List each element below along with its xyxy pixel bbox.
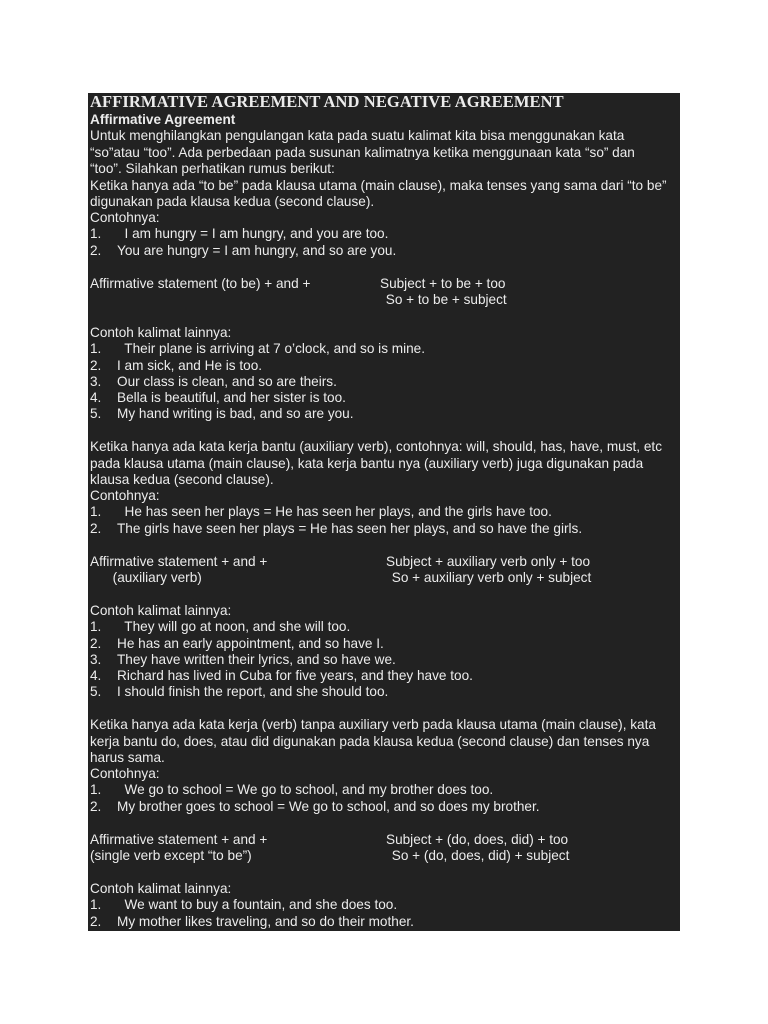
more-examples-label: Contoh kalimat lainnya: (90, 881, 232, 896)
list-text: He has seen her plays = He has seen her plays, and the girls have too. (117, 504, 552, 519)
list-item (90, 406, 354, 422)
list-item (90, 799, 540, 815)
formula-left: Affirmative statement + and + (90, 554, 268, 569)
document-page (88, 93, 680, 931)
list-text: My brother goes to school = We go to school, and so does my brother. (117, 799, 540, 814)
intro-line: “too”. Silahkan perhatikan rumus berikut: (90, 161, 335, 176)
list-text: I am hungry = I am hungry, and you are too. (117, 226, 389, 241)
list-item (90, 668, 473, 684)
more-examples-label: Contoh kalimat lainnya: (90, 325, 232, 340)
list-number: 1. (90, 619, 102, 634)
list-number: 5. (90, 406, 102, 421)
formula-left: Affirmative statement (to be) + and + (90, 276, 311, 291)
list-number: 2. (90, 358, 102, 373)
list-item (90, 504, 552, 520)
list-number: 4. (90, 390, 102, 405)
more-examples-label: Contoh kalimat lainnya: (90, 603, 232, 618)
intro-line: “so”atau “too”. Ada perbedaan pada susunan kalimatnya ketika menggunaan kata “so” dan (90, 145, 635, 160)
list-item (90, 390, 346, 406)
document-title: AFFIRMATIVE AGREEMENT AND NEGATIVE AGREEMENT (90, 93, 564, 111)
list-item (90, 782, 493, 798)
list-item (90, 636, 384, 652)
formula-right: Subject + to be + too (380, 276, 506, 291)
list-text: I am sick, and He is too. (117, 358, 263, 373)
list-item (90, 914, 414, 930)
intro-line: Untuk menghilangkan pengulangan kata pada suatu kalimat kita bisa menggunakan kata (90, 128, 625, 143)
list-item (90, 619, 350, 635)
section2-contoh-label: Contohnya: (90, 488, 160, 503)
list-item (90, 374, 337, 390)
list-text: My mother likes traveling, and so do their mother. (117, 914, 414, 929)
formula-left: (auxiliary verb) (90, 570, 202, 585)
section1-desc: Ketika hanya ada “to be” pada klausa utama (main clause), maka tenses yang sama dari “to be” (90, 178, 667, 193)
list-text: He has an early appointment, and so have I. (117, 636, 384, 651)
section1-desc: digunakan pada klausa kedua (second clause). (90, 194, 375, 209)
list-text: You are hungry = I am hungry, and so are you. (117, 243, 397, 258)
formula-right: Subject + (do, does, did) + too (386, 832, 569, 847)
formula-left: Affirmative statement + and + (90, 832, 268, 847)
list-number: 1. (90, 226, 102, 241)
list-number: 4. (90, 668, 102, 683)
section3-desc: Ketika hanya ada kata kerja (verb) tanpa auxiliary verb pada klausa utama (main clause), kata (90, 717, 656, 732)
list-item (90, 243, 396, 259)
list-number: 3. (90, 374, 102, 389)
list-text: We go to school = We go to school, and my brother does too. (117, 782, 494, 797)
formula-right: So + auxiliary verb only + subject (388, 570, 592, 585)
list-text: Richard has lived in Cuba for five years, and they have too. (117, 668, 473, 683)
list-text: We want to buy a fountain, and she does too. (117, 897, 398, 912)
list-number: 5. (90, 684, 102, 699)
list-item (90, 652, 396, 668)
list-number: 2. (90, 521, 102, 536)
list-number: 2. (90, 914, 102, 929)
list-text: Bella is beautiful, and her sister is too. (117, 390, 346, 405)
list-number: 1. (90, 782, 102, 797)
list-text: They will go at noon, and she will too. (117, 619, 351, 634)
list-item (90, 684, 388, 700)
list-text: Their plane is arriving at 7 o’clock, and so is mine. (117, 341, 426, 356)
list-number: 1. (90, 897, 102, 912)
list-text: My hand writing is bad, and so are you. (117, 406, 354, 421)
list-number: 2. (90, 636, 102, 651)
list-item (90, 358, 262, 374)
section2-desc: klausa kedua (second clause). (90, 472, 274, 487)
section3-desc: kerja bantu do, does, atau did digunakan pada klausa kedua (second clause) dan tenses nya (90, 734, 650, 749)
formula-right: Subject + auxiliary verb only + too (386, 554, 591, 569)
formula-right: So + to be + subject (382, 292, 507, 307)
list-item (90, 521, 582, 537)
section2-desc: pada klausa utama (main clause), kata kerja bantu nya (auxiliary verb) juga digunakan pada (90, 456, 644, 471)
list-number: 1. (90, 341, 102, 356)
section2-desc: Ketika hanya ada kata kerja bantu (auxiliary verb), contohnya: will, should, has, have, must, etc (90, 439, 662, 454)
list-item (90, 897, 397, 913)
list-number: 2. (90, 243, 102, 258)
section3-contoh-label: Contohnya: (90, 766, 160, 781)
formula-right: So + (do, does, did) + subject (388, 848, 570, 863)
list-number: 3. (90, 652, 102, 667)
section1-contoh-label: Contohnya: (90, 210, 160, 225)
list-text: They have written their lyrics, and so have we. (117, 652, 396, 667)
section3-desc: harus sama. (90, 750, 165, 765)
section-subtitle: Affirmative Agreement (90, 112, 236, 127)
formula-left: (single verb except “to be”) (90, 848, 252, 863)
list-number: 1. (90, 504, 102, 519)
list-item (90, 226, 388, 242)
list-text: I should finish the report, and she should too. (117, 684, 389, 699)
list-text: The girls have seen her plays = He has seen her plays, and so have the girls. (117, 521, 583, 536)
list-item (90, 341, 425, 357)
list-text: Our class is clean, and so are theirs. (117, 374, 337, 389)
list-number: 2. (90, 799, 102, 814)
